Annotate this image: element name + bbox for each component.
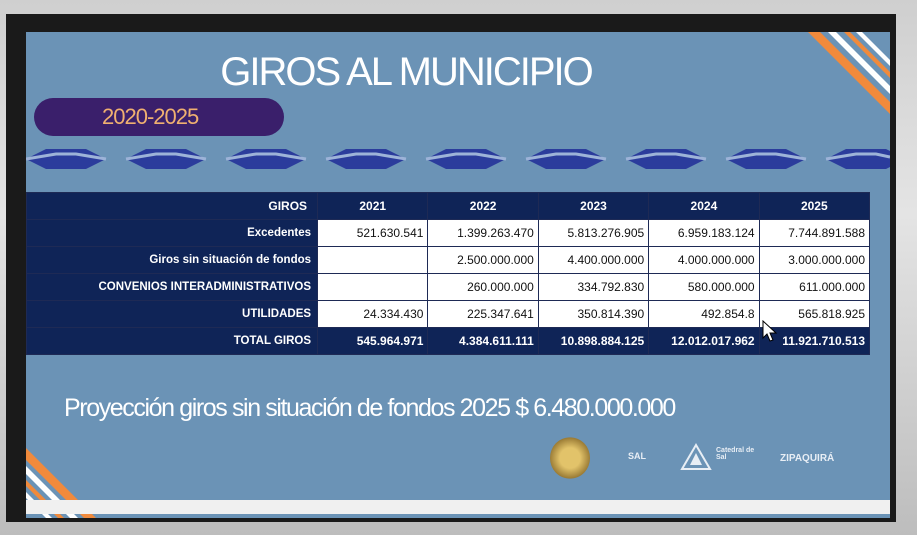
table-cell: 334.792.830 [538,274,648,301]
table-cell: 492.854.8 [649,301,759,328]
table-cell: 2.500.000.000 [428,247,538,274]
giros-table [26,192,870,355]
catedral-triangle-icon [680,443,712,471]
slide-bottom-strip [26,500,890,514]
row-label: Giros sin situación de fondos [27,247,318,274]
total-row [27,328,870,355]
table-row [27,220,870,247]
total-label: TOTAL GIROS [27,328,318,355]
row-label: CONVENIOS INTERADMINISTRATIVOS [27,274,318,301]
column-header-2022: 2022 [428,193,538,220]
logo-sal: SAL [628,451,646,461]
total-cell: 545.964.971 [318,328,428,355]
logo-catedral: Catedral de Sal [716,447,755,461]
projection-text: Proyección giros sin situación de fondos 2025 $ 6.480.000.000 [64,394,675,422]
table-cell: 4.400.000.000 [538,247,648,274]
column-header-2021: 2021 [318,193,428,220]
corner-decoration-top-right [800,32,890,122]
zigzag-pattern [26,144,890,174]
row-label: Excedentes [27,220,318,247]
total-cell: 4.384.611.111 [428,328,538,355]
table-cell [318,247,428,274]
column-header-2025: 2025 [759,193,869,220]
slide-title: GIROS AL MUNICIPIO [220,50,592,94]
table-cell: 6.959.183.124 [649,220,759,247]
table-cell: 260.000.000 [428,274,538,301]
table-row [27,247,870,274]
table-cell: 4.000.000.000 [649,247,759,274]
table-row [27,274,870,301]
table-cell: 24.334.430 [318,301,428,328]
table-cell: 1.399.263.470 [428,220,538,247]
table-row [27,301,870,328]
table-cell: 350.814.390 [538,301,648,328]
logo-zipaquira: ZIPAQUIRÁ [780,453,835,464]
municipal-seal-icon [550,437,590,479]
mouse-cursor-icon [762,320,778,342]
total-cell: 10.898.884.125 [538,328,648,355]
total-cell: 12.012.017.962 [649,328,759,355]
presentation-frame [6,14,896,522]
logos-strip [550,437,850,489]
total-cell: 11.921.710.513 [759,328,869,355]
table-cell: 565.818.925 [759,301,869,328]
period-badge: 2020-2025 [34,98,284,136]
table-header-row [27,193,870,220]
column-header-2024: 2024 [649,193,759,220]
slide [26,32,890,518]
table-cell: 611.000.000 [759,274,869,301]
table-cell [318,274,428,301]
row-label: UTILIDADES [27,301,318,328]
table-cell: 580.000.000 [649,274,759,301]
column-header-giros: GIROS [27,193,318,220]
table-cell: 7.744.891.588 [759,220,869,247]
table-cell: 225.347.641 [428,301,538,328]
table-cell: 5.813.276.905 [538,220,648,247]
table-cell: 521.630.541 [318,220,428,247]
column-header-2023: 2023 [538,193,648,220]
table-cell: 3.000.000.000 [759,247,869,274]
